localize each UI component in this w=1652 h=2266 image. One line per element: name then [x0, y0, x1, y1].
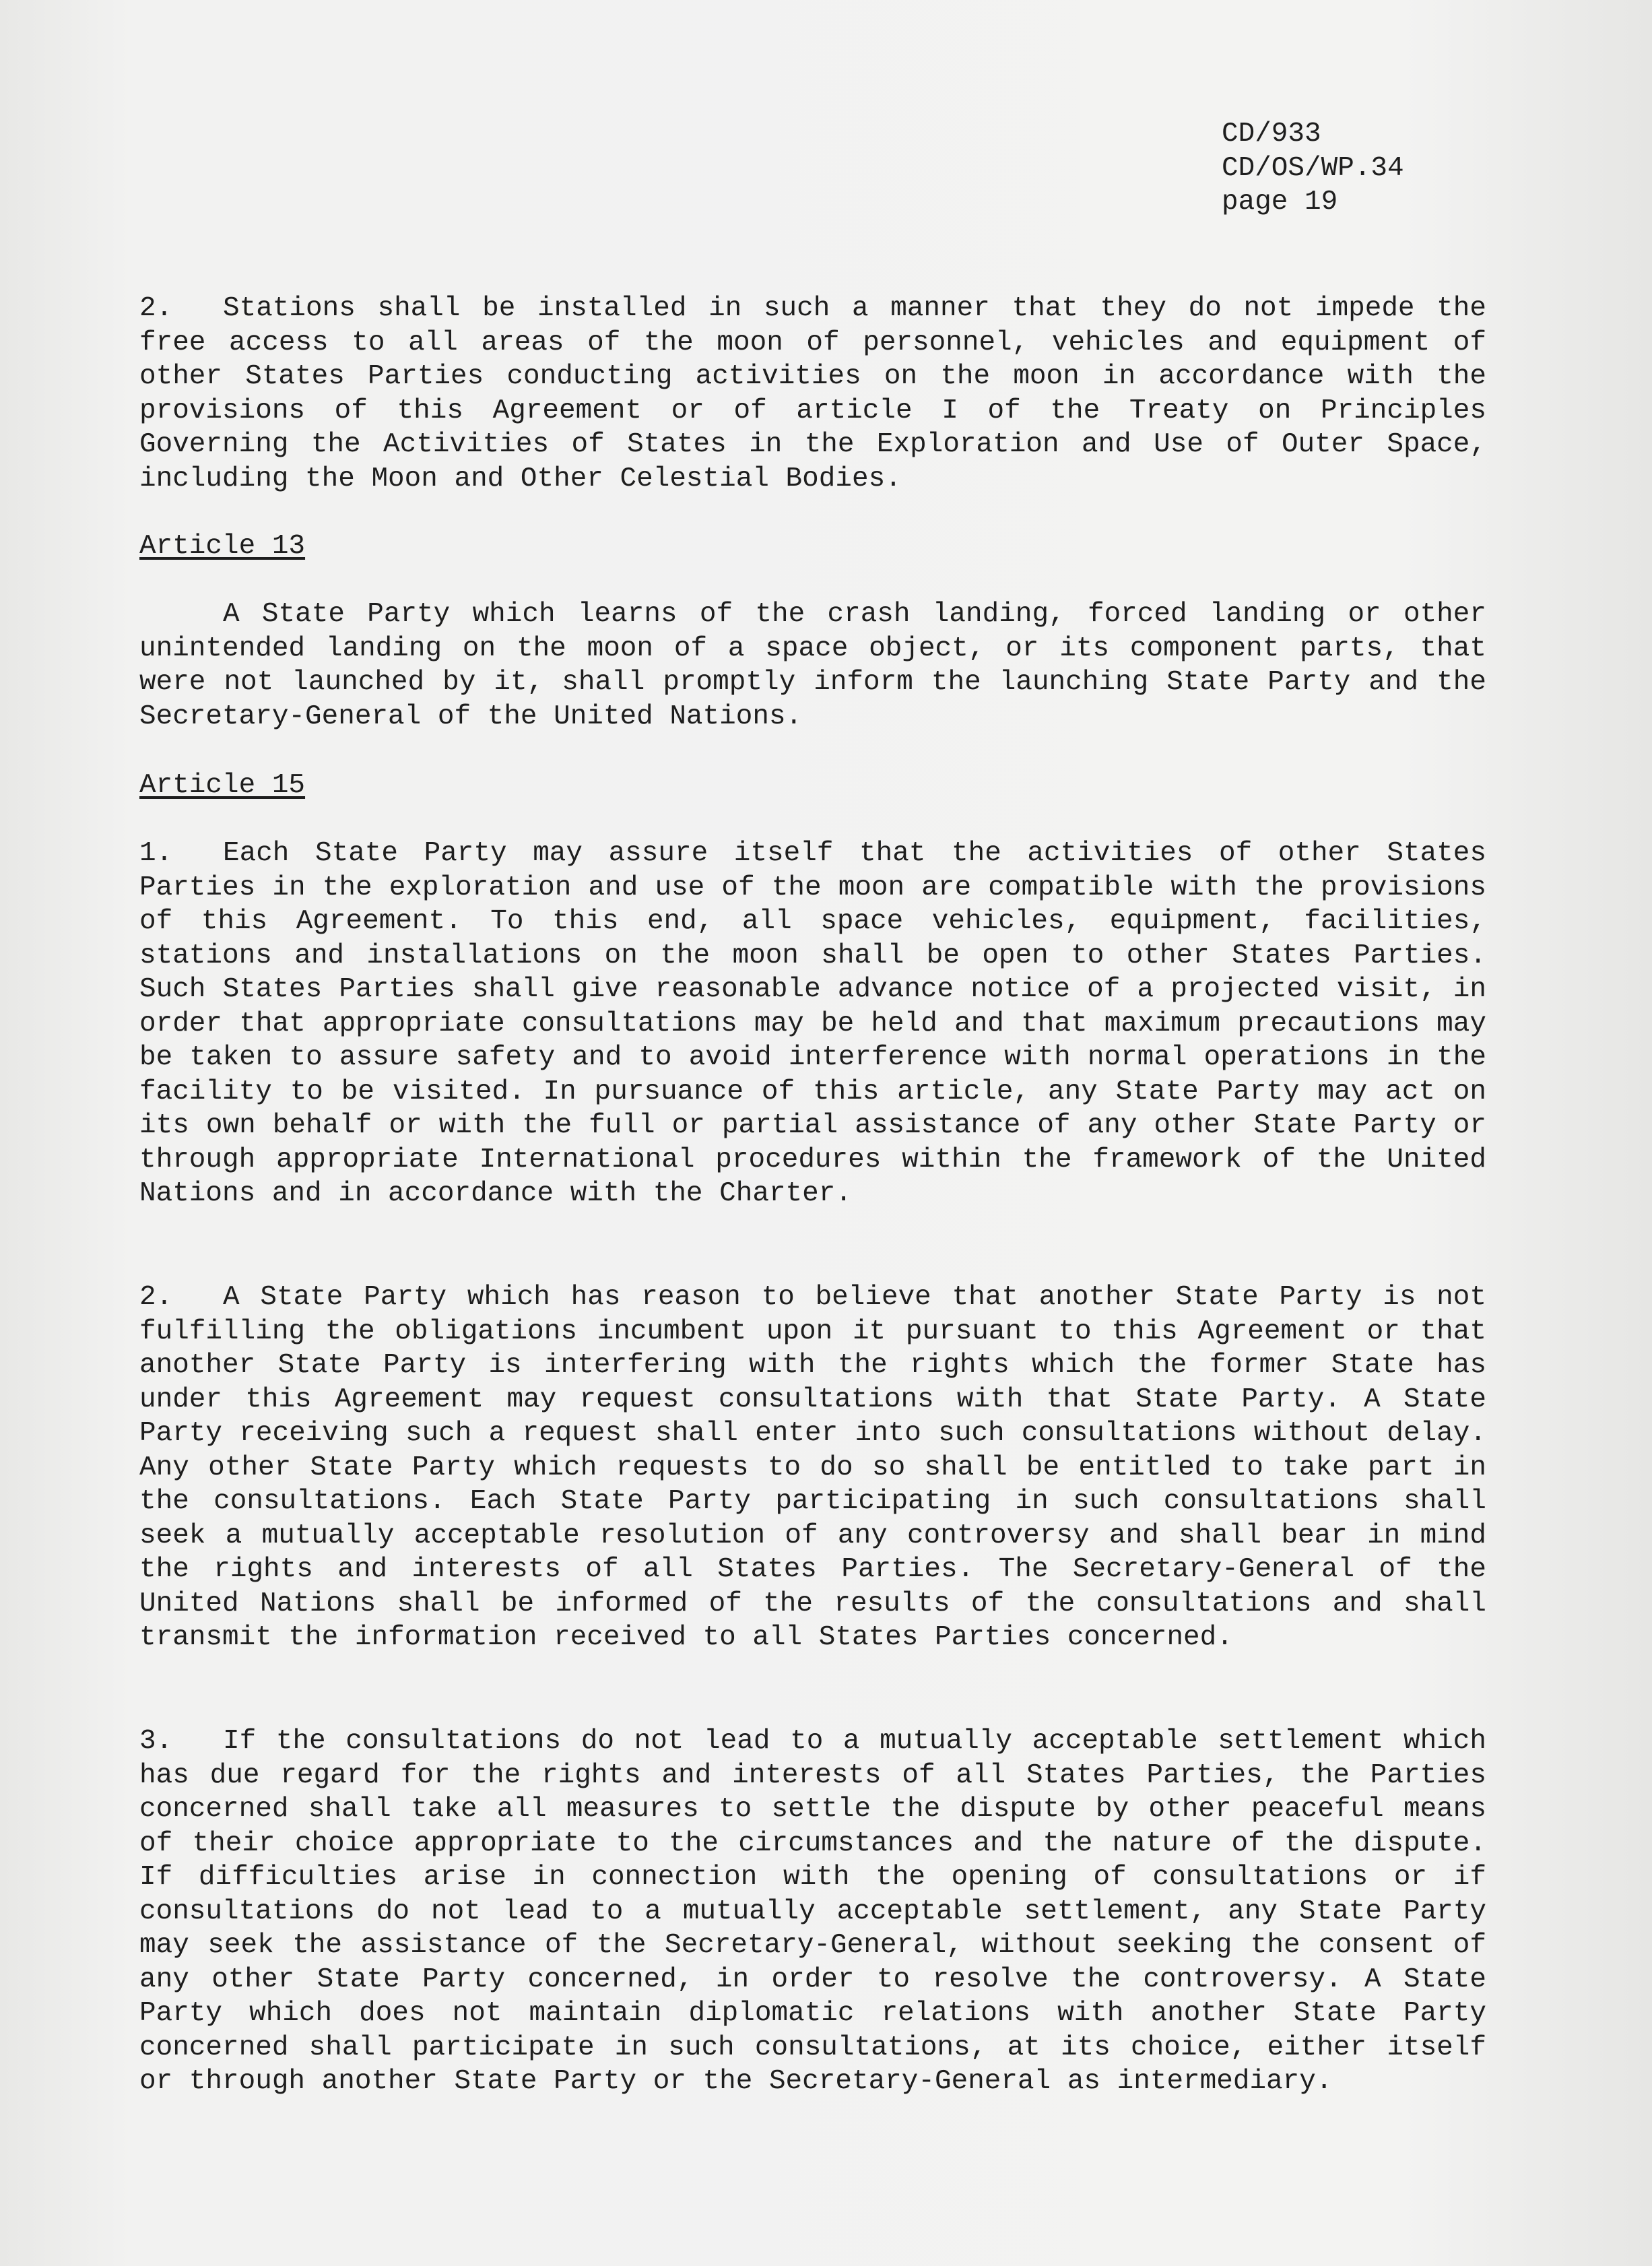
article-15-heading: Article 15 [139, 770, 306, 801]
paragraph-number: 2. [139, 1282, 173, 1313]
article-15-paragraph-3 [139, 1724, 1486, 2099]
paragraph-text: A State Party which has reason to believe that another State Party is not fulfilling the obligations incumbent upon it pursuant to this Agreement or that another State Party is interfering with the rights which the former State has under this Agreement may request consultations with that State Party. A State Party receiving such a request shall enter into such consultations without delay. Any other State Party which requests to do so shall be entitled to take part in the consultations. Each State Party participating in such consultations shall seek a mutually acceptable resolution of any controversy and shall bear in mind the rights and interests of all States Parties. The Secretary-General of the United Nations shall be informed of the results of the consultations and shall transmit the information received to all States Parties concerned. [139, 1282, 1486, 1653]
article-13-heading: Article 13 [139, 531, 306, 562]
paragraph-number: 1. [139, 838, 173, 869]
paragraph-text: If the consultations do not lead to a mutually acceptable settlement which has due regard for the rights and interests of all States Parties, the Parties concerned shall take all measures to settle the dispute by other peaceful means of their choice appropriate to the circumstances and the nature of the dispute. If difficulties arise in connection with the opening of consultations or if consultations do not lead to a mutually acceptable settlement, any State Party may seek the assistance of the Secretary-General, without seeking the consent of any other State Party concerned, in order to resolve the controversy. A State Party which does not maintain diplomatic relations with another State Party concerned shall participate in such consultations, at its choice, either itself or through another State Party or the Secretary-General as intermediary. [139, 1726, 1486, 2097]
paragraph-number: 3. [139, 1726, 173, 1757]
working-paper-symbol: CD/OS/WP.34 [1222, 152, 1404, 184]
document-symbol: CD/933 [1222, 119, 1321, 150]
paragraph-text: Stations shall be installed in such a manner that they do not impede the free access to all areas of the moon of personnel, vehicles and equipment of other States Parties conducting activities on the moon in accordance with the provisions of this Agreement or of article I of the Treaty on Principles Governing the Activities of States in the Exploration and Use of Outer Space, including the Moon and Other Celestial Bodies. [139, 293, 1486, 494]
page-number: page 19 [1222, 187, 1338, 218]
article-13-paragraph [139, 597, 1486, 734]
article-15-paragraph-1 [139, 837, 1486, 1211]
paragraph-text: Each State Party may assure itself that the activities of other States Parties in the exploration and use of the moon are compatible with the provisions of this Agreement. To this end, all space vehicles, equipment, facilities, stations and installations on the moon shall be open to other States Parties. Such States Parties shall give reasonable advance notice of a projected visit, in order that appropriate consultations may be held and that maximum precautions may be taken to assure safety and to avoid interference with normal operations in the facility to be visited. In pursuance of this article, any State Party may act on its own behalf or with the full or partial assistance of any other State Party or through appropriate International procedures within the framework of the United Nations and in accordance with the Charter. [139, 838, 1486, 1209]
paragraph-2 [139, 292, 1486, 496]
document-header [1222, 117, 1491, 220]
article-15-paragraph-2 [139, 1281, 1486, 1655]
paragraph-number: 2. [139, 293, 173, 324]
paragraph-text: A State Party which learns of the crash landing, forced landing or other unintended landing on the moon of a space object, or its component parts, that were not launched by it, shall promptly inform the launching State Party and the Secretary-General of the United Nations. [139, 599, 1486, 732]
